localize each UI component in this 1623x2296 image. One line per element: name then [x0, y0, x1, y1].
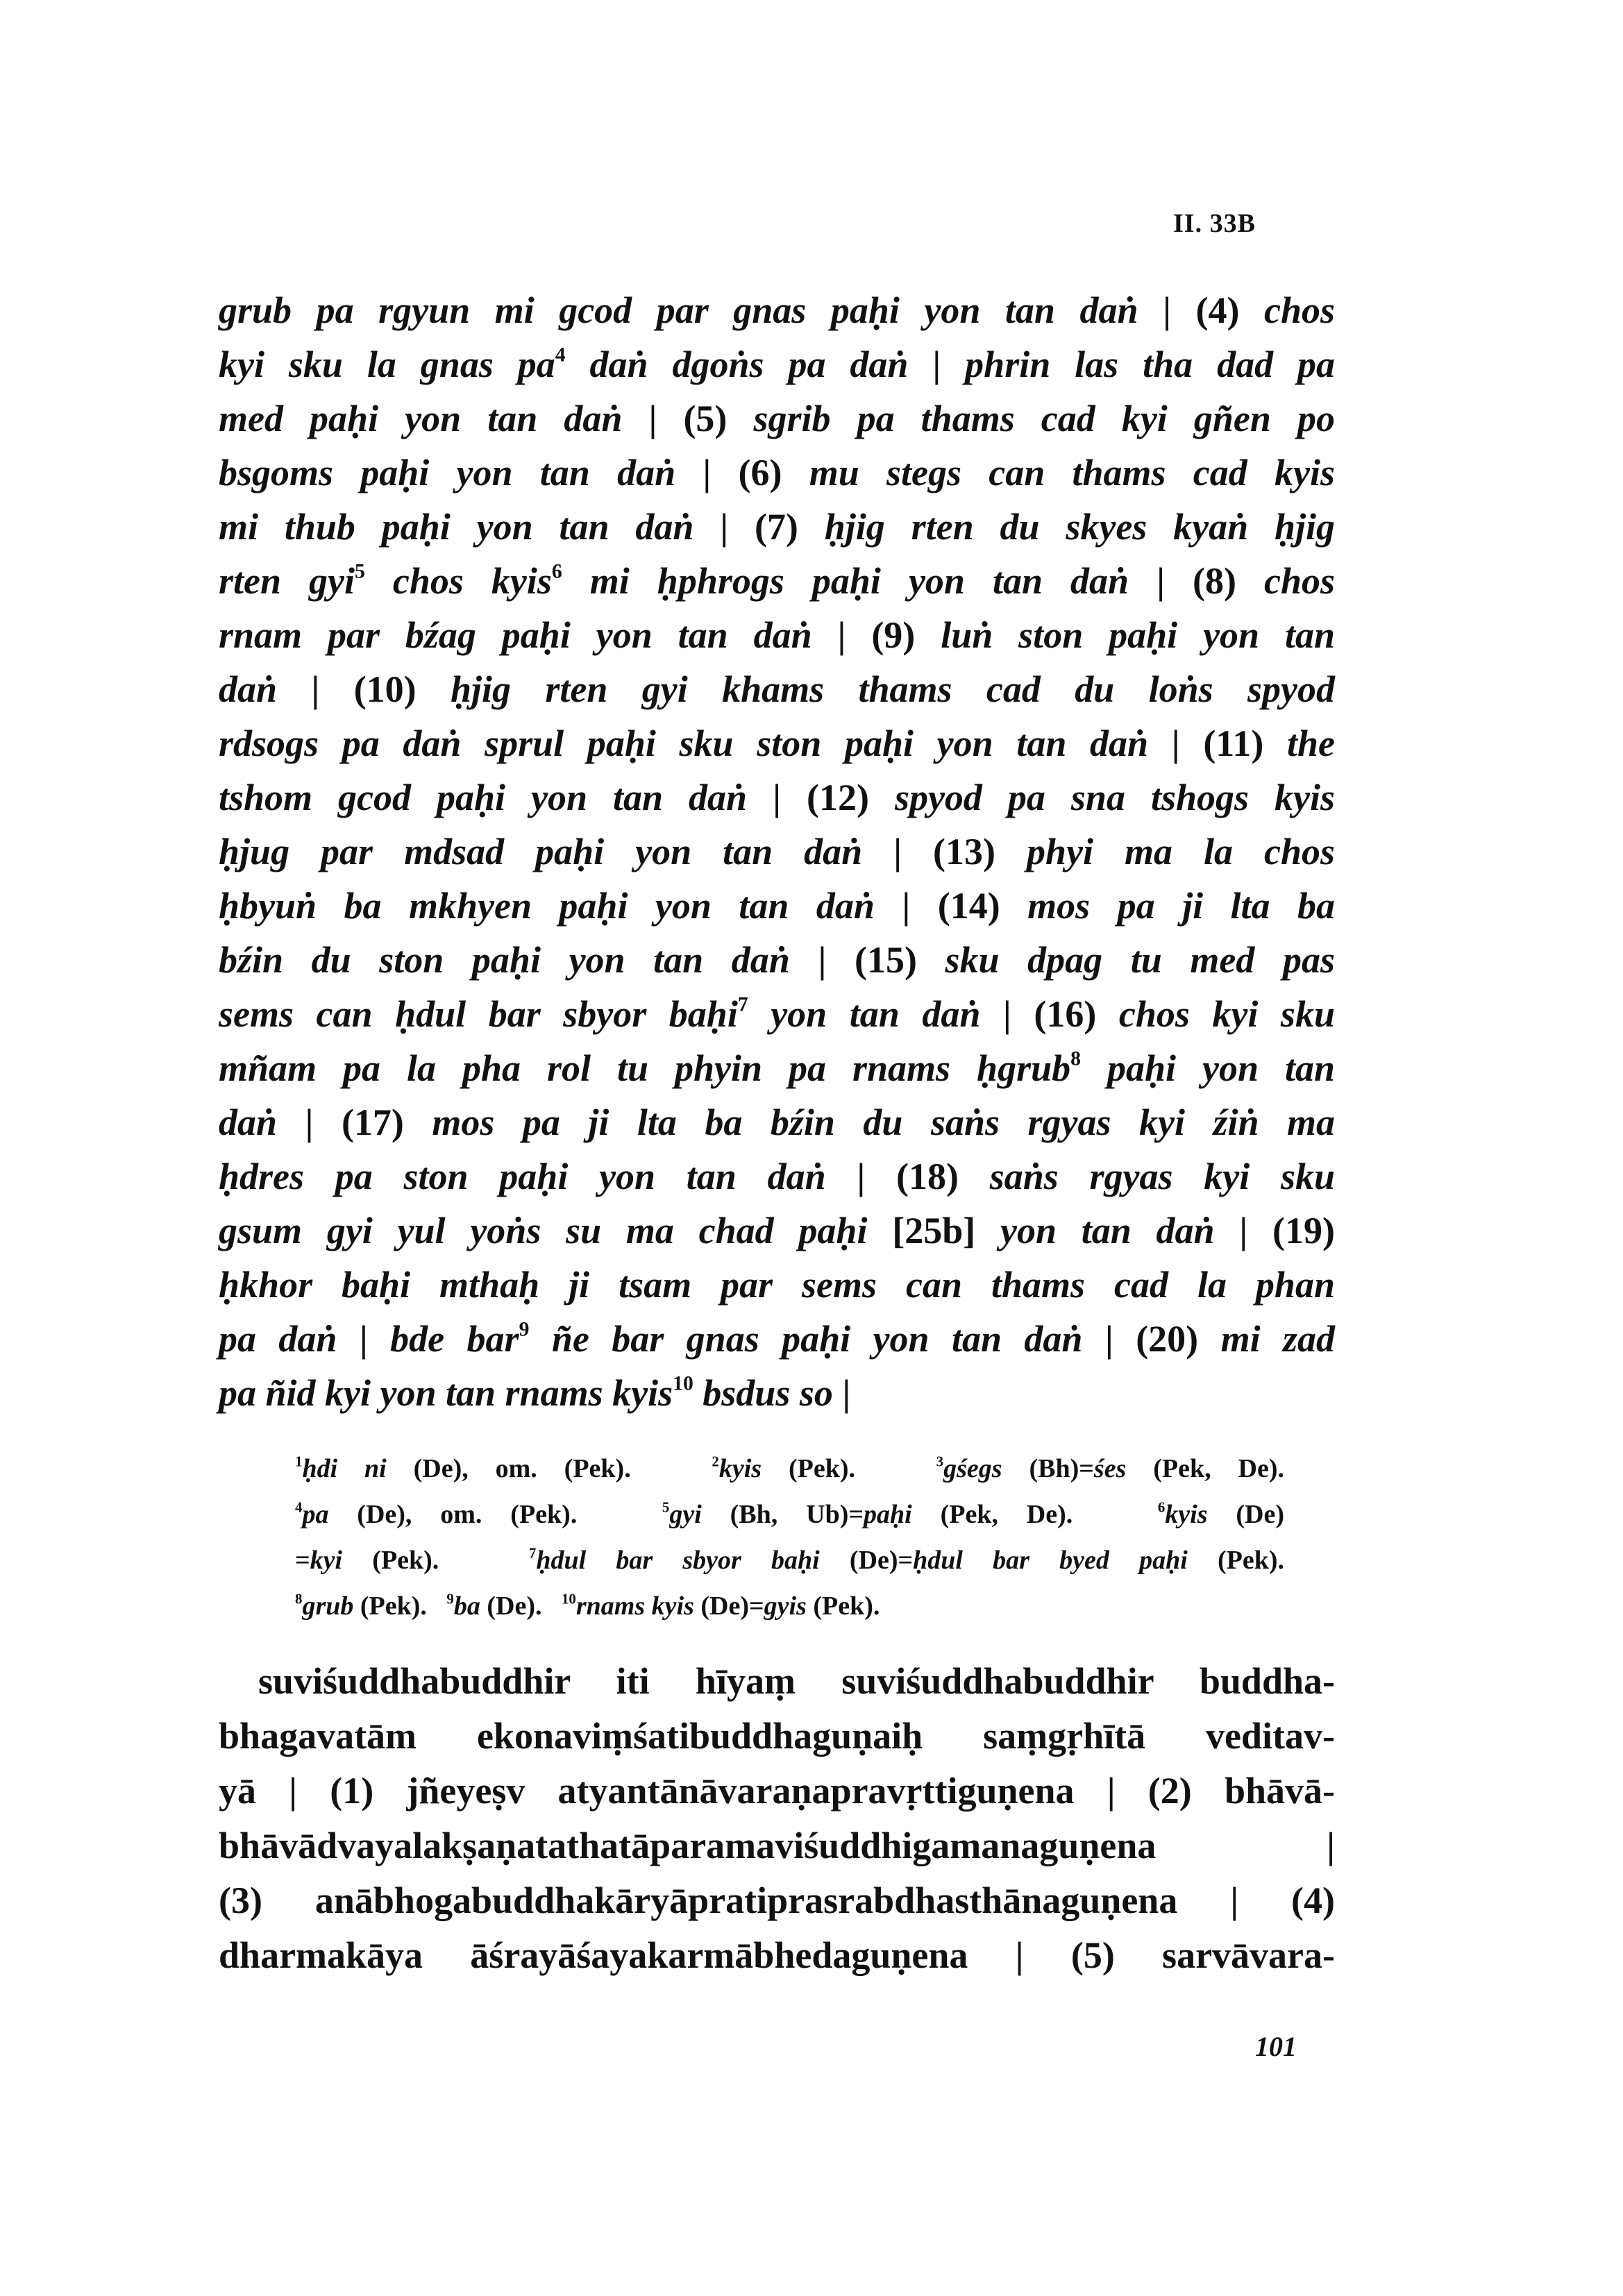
- text-run: [711, 452, 738, 493]
- verse-marker: |: [1163, 289, 1171, 331]
- text-run: mi thub paḥi yon tan daṅ: [219, 506, 721, 548]
- verse-marker: (15): [854, 939, 917, 981]
- italic-run: ba: [453, 1592, 480, 1621]
- text-run: yā | (1) jñeyeṣv atyantānāvaraṇapravṛttiguṇena | (2) bhāvā-: [219, 1770, 1335, 1812]
- text-line: [295, 1583, 1284, 1629]
- text-run: bźin du ston paḥi yon tan daṅ: [219, 939, 818, 981]
- text-run: pa ñid kyi yon tan rnams kyis: [219, 1372, 673, 1414]
- tibetan-transliteration-paragraph: [219, 283, 1335, 1420]
- footnotes: [295, 1446, 1284, 1629]
- verse-marker: (17): [341, 1101, 404, 1143]
- text-line: [219, 1654, 1335, 1709]
- italic-run: pa: [302, 1500, 329, 1529]
- verse-marker: |: [893, 831, 902, 872]
- text-line: [219, 1041, 1335, 1095]
- text-run: phyi ma la chos: [995, 831, 1336, 872]
- text-line: [219, 662, 1335, 716]
- roman-run: (Pek).: [342, 1546, 529, 1575]
- text-run: [902, 831, 933, 872]
- text-line: [219, 770, 1335, 825]
- text-run: bsdus so: [693, 1372, 843, 1414]
- verse-marker: (13): [933, 831, 996, 872]
- roman-run: (Pek, De).: [1126, 1454, 1284, 1483]
- text-line: [219, 1818, 1335, 1873]
- text-run: [910, 885, 937, 927]
- text-run: [826, 939, 855, 981]
- verse-marker: |: [773, 777, 781, 818]
- verse-marker: |: [1171, 723, 1180, 764]
- text-run: yon tan daṅ: [975, 1210, 1240, 1251]
- text-line: [219, 337, 1335, 391]
- roman-run: (De): [1207, 1500, 1284, 1529]
- text-line: [219, 1764, 1335, 1818]
- text-run: yon tan daṅ: [748, 993, 1003, 1035]
- footnote-marker: 6: [1157, 1499, 1166, 1516]
- text-run: pa daṅ: [219, 1318, 360, 1360]
- text-run: [1011, 993, 1034, 1035]
- verse-marker: |: [902, 885, 911, 927]
- verse-marker: (12): [806, 777, 869, 818]
- footnote-marker: 8: [295, 1590, 303, 1607]
- verse-marker: (16): [1034, 993, 1097, 1035]
- verse-marker: (20): [1136, 1318, 1199, 1360]
- text-run: [1165, 560, 1193, 602]
- text-run: [846, 614, 871, 656]
- text-run: mu stegs can thams cad kyis: [782, 452, 1335, 493]
- text-run: mñam pa la pha rol tu phyin pa rnams ḥgrub: [219, 1047, 1071, 1089]
- roman-run: (Pek, De).: [911, 1500, 1158, 1529]
- text-run: luṅ ston paḥi yon tan: [915, 614, 1336, 656]
- text-line: [295, 1446, 1284, 1492]
- text-run: phrin las tha dad pa: [941, 344, 1335, 385]
- verse-marker: |: [1239, 1210, 1248, 1251]
- verse-marker: |: [1104, 1318, 1113, 1360]
- footnote-marker: 5: [355, 560, 365, 583]
- text-run: mi ḥphrogs paḥi yon tan daṅ: [562, 560, 1157, 602]
- text-run: [781, 777, 807, 818]
- text-run: [865, 1156, 896, 1197]
- footnote-marker: 2: [712, 1453, 719, 1470]
- italic-run: ḥdul bar sbyor baḥi: [536, 1546, 820, 1575]
- text-run: bhāvādvayalakṣaṇatathatāparamaviśuddhigamanaguṇena |: [219, 1825, 1335, 1866]
- text-run: chos: [1239, 289, 1336, 331]
- verse-marker: |: [837, 614, 846, 656]
- roman-run: (Pek).: [353, 1592, 447, 1621]
- text-line: [295, 1537, 1284, 1583]
- verse-marker: (4): [1195, 289, 1240, 331]
- verse-marker: |: [842, 1372, 851, 1414]
- verse-marker: (7): [754, 506, 798, 548]
- verse-marker: |: [932, 344, 941, 385]
- text-run: ḥjig rten gyi khams thams cad du loṅs spyod: [416, 668, 1335, 710]
- text-run: gsum gyi yul yoṅs su ma chad paḥi: [219, 1210, 893, 1251]
- text-run: rdsogs pa daṅ sprul paḥi sku ston paḥi yon tan daṅ: [219, 723, 1172, 764]
- text-line: [295, 1492, 1284, 1537]
- verse-marker: |: [1002, 993, 1011, 1035]
- footnote-marker: 9: [519, 1318, 530, 1341]
- text-run: ñe bar gnas paḥi yon tan daṅ: [529, 1318, 1105, 1360]
- italic-run: kyis: [718, 1454, 762, 1483]
- running-head: II. 33B: [1173, 209, 1256, 238]
- italic-run: ḥdi ni: [302, 1454, 387, 1483]
- text-run: bhagavatām ekonaviṃśatibuddhaguṇaiḥ saṃgṛhītā veditav-: [219, 1715, 1335, 1757]
- italic-run: śes: [1093, 1454, 1127, 1483]
- footnote-marker: 7: [737, 993, 748, 1016]
- text-run: chos kyi sku: [1096, 993, 1335, 1035]
- roman-run: (Pek).: [1187, 1546, 1284, 1575]
- footnote-marker: 4: [295, 1499, 303, 1516]
- text-run: sku dpag tu med pas: [916, 939, 1336, 981]
- roman-run: (Pek).: [762, 1454, 936, 1483]
- verse-marker: (18): [896, 1156, 959, 1197]
- verse-marker: (9): [871, 614, 916, 656]
- text-run: daṅ dgoṅs pa daṅ: [565, 344, 933, 385]
- verse-marker: |: [857, 1156, 866, 1197]
- roman-run: =: [295, 1546, 310, 1575]
- verse-marker: (10): [353, 668, 417, 710]
- roman-run: (De)=: [819, 1546, 914, 1575]
- footnote-marker: 10: [561, 1590, 576, 1607]
- text-run: the: [1263, 723, 1336, 764]
- text-run: rnam par bźag paḥi yon tan daṅ: [219, 614, 838, 656]
- verse-marker: (14): [937, 885, 1000, 927]
- text-run: grub pa rgyun mi gcod par gnas paḥi yon tan daṅ: [219, 289, 1163, 331]
- verse-marker: [25b]: [892, 1210, 976, 1251]
- text-run: paḥi yon tan: [1080, 1047, 1335, 1089]
- verse-marker: (11): [1203, 723, 1264, 764]
- roman-run: (Bh)=: [1002, 1454, 1094, 1483]
- text-line: [219, 987, 1335, 1041]
- text-run: dharmakāya āśrayāśayakarmābhedaguṇena | (5) sarvāvara-: [219, 1934, 1335, 1976]
- verse-marker: |: [648, 398, 657, 439]
- footnote-marker: 7: [528, 1544, 537, 1562]
- text-run: ḥjug par mdsad paḥi yon tan daṅ: [219, 831, 894, 872]
- text-run: [1113, 1318, 1136, 1360]
- text-line: [219, 1312, 1335, 1366]
- text-run: mi zad: [1198, 1318, 1336, 1360]
- text-run: sems can ḥdul bar sbyor baḥi: [219, 993, 738, 1035]
- text-run: med paḥi yon tan daṅ: [219, 398, 649, 439]
- text-run: [657, 398, 683, 439]
- footnote-marker: 1: [295, 1453, 303, 1470]
- italic-run: ḥdul bar byed paḥi: [913, 1546, 1188, 1575]
- text-line: [219, 391, 1335, 446]
- verse-marker: (5): [683, 398, 728, 439]
- footnote-marker: 5: [662, 1499, 670, 1516]
- text-line: [219, 608, 1335, 662]
- italic-run: paḥi: [864, 1500, 912, 1529]
- footnote-marker: 6: [551, 560, 562, 583]
- verse-marker: |: [305, 1101, 314, 1143]
- verse-marker: (19): [1272, 1210, 1335, 1251]
- footnote-marker: 3: [936, 1453, 944, 1470]
- text-line: [219, 1873, 1335, 1928]
- text-run: ḥkhor baḥi mthaḥ ji tsam par sems can thams cad la phan: [219, 1264, 1335, 1306]
- italic-run: rnams kyis: [575, 1592, 694, 1621]
- text-line: [219, 1095, 1335, 1149]
- text-line: [219, 716, 1335, 770]
- verse-marker: (8): [1193, 560, 1236, 602]
- text-run: [319, 668, 353, 710]
- text-run: bsgoms paḥi yon tan daṅ: [219, 452, 703, 493]
- text-run: [1171, 289, 1196, 331]
- italic-run: grub: [302, 1592, 354, 1621]
- italic-run: kyis: [1165, 1500, 1208, 1529]
- text-run: ḥbyuṅ ba mkhyen paḥi yon tan daṅ: [219, 885, 902, 927]
- page-number: 101: [1255, 2031, 1297, 2062]
- text-run: ḥdres pa ston paḥi yon tan daṅ: [219, 1156, 857, 1197]
- text-run: (3) anābhogabuddhakāryāpratiprasrabdhasthānaguṇena | (4): [219, 1880, 1335, 1921]
- text-line: [219, 500, 1335, 554]
- text-line: [219, 825, 1335, 879]
- italic-run: kyi: [310, 1546, 343, 1575]
- text-line: [219, 1928, 1335, 1983]
- text-run: bde bar: [367, 1318, 519, 1360]
- text-run: [1247, 1210, 1272, 1251]
- text-run: kyi sku la gnas pa: [219, 344, 555, 385]
- verse-marker: |: [720, 506, 729, 548]
- roman-run: (Bh, Ub)=: [701, 1500, 864, 1529]
- footnote-marker: 4: [555, 344, 566, 366]
- text-run: spyod pa sna tshogs kyis: [868, 777, 1335, 818]
- text-line: [219, 446, 1335, 500]
- text-line: [219, 1258, 1335, 1312]
- verse-marker: |: [818, 939, 827, 981]
- roman-run: (Pek).: [806, 1592, 880, 1621]
- footnote-marker: 8: [1070, 1047, 1081, 1070]
- text-run: daṅ: [219, 668, 312, 710]
- text-run: suviśuddhabuddhir iti hīyaṃ suviśuddhabuddhir buddha-: [258, 1660, 1335, 1702]
- italic-run: gyi: [669, 1500, 702, 1529]
- footnote-marker: 10: [673, 1372, 693, 1395]
- roman-run: (De).: [480, 1592, 562, 1621]
- roman-run: (De)=: [693, 1592, 764, 1621]
- text-run: mos pa ji lta ba: [1000, 885, 1336, 927]
- text-run: saṅs rgyas kyi sku: [958, 1156, 1336, 1197]
- text-run: tshom gcod paḥi yon tan daṅ: [219, 777, 773, 818]
- text-run: [1180, 723, 1204, 764]
- text-line: [219, 933, 1335, 987]
- text-run: ḥjig rten du skyes kyaṅ ḥjig: [798, 506, 1336, 548]
- text-run: sgrib pa thams cad kyi gñen po: [727, 398, 1335, 439]
- text-line: [219, 1366, 1335, 1420]
- text-run: rten gyi: [219, 560, 355, 602]
- sanskrit-paragraph: [219, 1654, 1335, 1983]
- text-run: mos pa ji lta ba bźin du saṅs rgyas kyi źiṅ ma: [403, 1101, 1335, 1143]
- text-line: [219, 554, 1335, 608]
- roman-run: (De), om. (Pek).: [328, 1500, 662, 1529]
- text-run: chos kyis: [364, 560, 552, 602]
- verse-marker: (6): [738, 452, 782, 493]
- verse-marker: |: [359, 1318, 368, 1360]
- italic-run: gyis: [764, 1592, 807, 1621]
- verse-marker: |: [1157, 560, 1165, 602]
- verse-marker: |: [311, 668, 320, 710]
- text-run: chos: [1236, 560, 1336, 602]
- verse-marker: |: [703, 452, 712, 493]
- italic-run: gśegs: [943, 1454, 1002, 1483]
- text-run: [313, 1101, 342, 1143]
- text-line: [219, 283, 1335, 337]
- text-line: [219, 1709, 1335, 1764]
- text-line: [219, 1204, 1335, 1258]
- text-line: [219, 1149, 1335, 1204]
- text-line: [219, 879, 1335, 933]
- text-run: daṅ: [219, 1101, 305, 1143]
- text-run: [728, 506, 755, 548]
- roman-run: (De), om. (Pek).: [386, 1454, 712, 1483]
- footnote-marker: 9: [446, 1590, 454, 1607]
